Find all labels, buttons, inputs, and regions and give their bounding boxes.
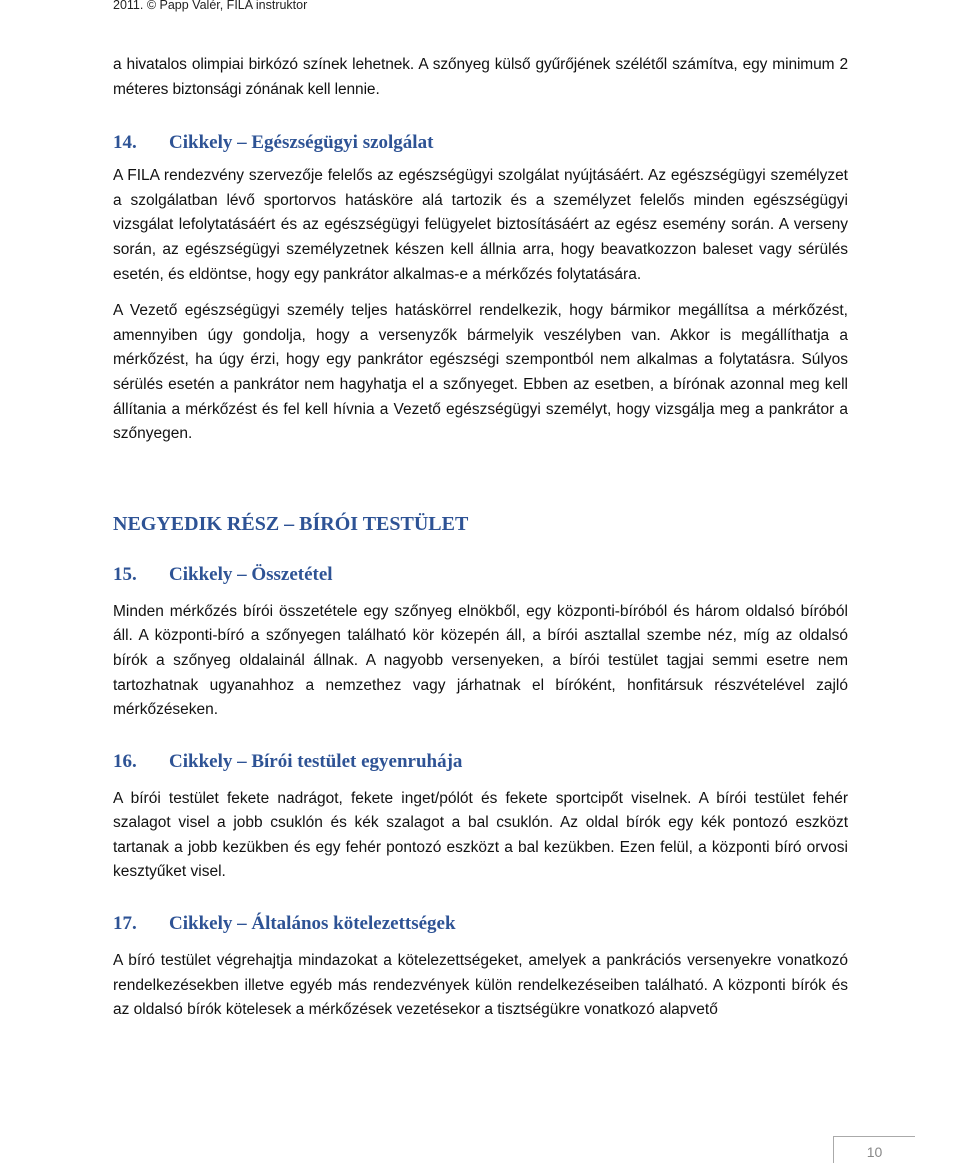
section-14-title: Cikkely – Egészségügyi szolgálat [169,132,434,154]
document-body [113,53,848,1023]
part-title: NEGYEDIK RÉSZ – BÍRÓI TESTÜLET [113,512,469,535]
section-16-paragraph-1: A bírói testület fekete nadrágot, fekete inget/pólót és fekete sportcipőt viselnek. A bírói testület fehér szalagot visel a jobb csuklón és kék szalagot a bal csuklón. Az oldal bírók egy kék pontozó eszközt tartanak a jobb kezükben és egy fehér pontozó eszközt a bal kezükben. Ezen felül, a központi bíró orvosi kesztyűket visel. [113,789,848,881]
section-16-number: 16. [113,750,137,772]
section-16-title: Cikkely – Bírói testület egyenruhája [169,750,463,772]
intro-paragraph: a hivatalos olimpiai birkózó színek lehetnek. A szőnyeg külső gyűrőjének szélétől számítva, egy minimum 2 méteres biztonsági zónának kell lennie. [113,56,848,98]
section-15-number: 15. [113,563,137,585]
section-15-heading [113,564,848,586]
section-17-heading [113,913,848,935]
page-header: 2011. © Papp Valér, FILA instruktor [113,0,308,12]
section-17-number: 17. [113,913,137,935]
section-15-title: Cikkely – Összetétel [169,563,333,585]
section-16-heading [113,751,848,773]
section-17-title: Cikkely – Általános kötelezettségek [169,913,456,935]
section-14-paragraph-2: A Vezető egészségügyi személy teljes hatáskörrel rendelkezik, hogy bármikor megállítsa a mérkőzést, amennyiben úgy gondolja, hogy a versenyzők bármelyik veszélyben van. Akkor is megállíthatja a mérkőzést, ha úgy érzi, hogy egy pankrátor egészségi szempontból nem alkalmas a folytatásra. Súlyos sérülés esetén a pankrátor nem hagyhatja el a szőnyeget. Ebben az esetben, a bírónak azonnal meg kell állítania a mérkőzést és fel kell hívnia a Vezető egészségügyi személyt, hogy vizsgálja meg a pankrátor a szőnyegen. [113,302,848,443]
section-14-paragraph-1: A FILA rendezvény szervezője felelős az egészségügyi szolgálat nyújtásáért. Az egészségügyi személyzet a szolgálatban lévő sportorvos hatásköre alá tartozik és a személyzet felelős minden egészségügyi vizsgálat lefolytatásáért és az egészségügyi felügyelet biztosításáért az egész esemény során. A verseny során, az egészségügyi személyzetnek készen kell állnia arra, hogy beavatkozzon baleset vagy sérülés esetén, és eldöntse, hogy egy pankrátor alkalmas-e a mérkőzés folytatására. [113,167,848,283]
section-14-number: 14. [113,132,137,154]
section-14-heading [113,132,848,154]
section-17-paragraph-1: A bíró testület végrehajtja mindazokat a kötelezettségeket, amelyek a pankrációs versenyekre vonatkozó rendelkezésekben illetve egyéb más rendezvények külön rendelkezéseiben található. A központi bírók és az oldalsó bírók kötelesek a mérkőzések vezetésekor a tisztségükre vonatkozó alapvető [113,952,848,1019]
page-number: 10 [833,1136,915,1163]
section-15-paragraph-1: Minden mérkőzés bírói összetétele egy szőnyeg elnökből, egy központi-bíróból és három oldalsó bíróból áll. A központi-bíró a szőnyegen található kör közepén áll, a bírói asztallal szembe néz, míg az oldalsó bírók a szőnyeg oldalainál állnak. A nagyobb versenyeken, a bírói testület tagjai semmi esetre nem tartozhatnak ugyanahhoz a nemzethez vagy járhatnak el bíróként, honfitársuk részvételével zajló mérkőzéseken. [113,602,848,719]
